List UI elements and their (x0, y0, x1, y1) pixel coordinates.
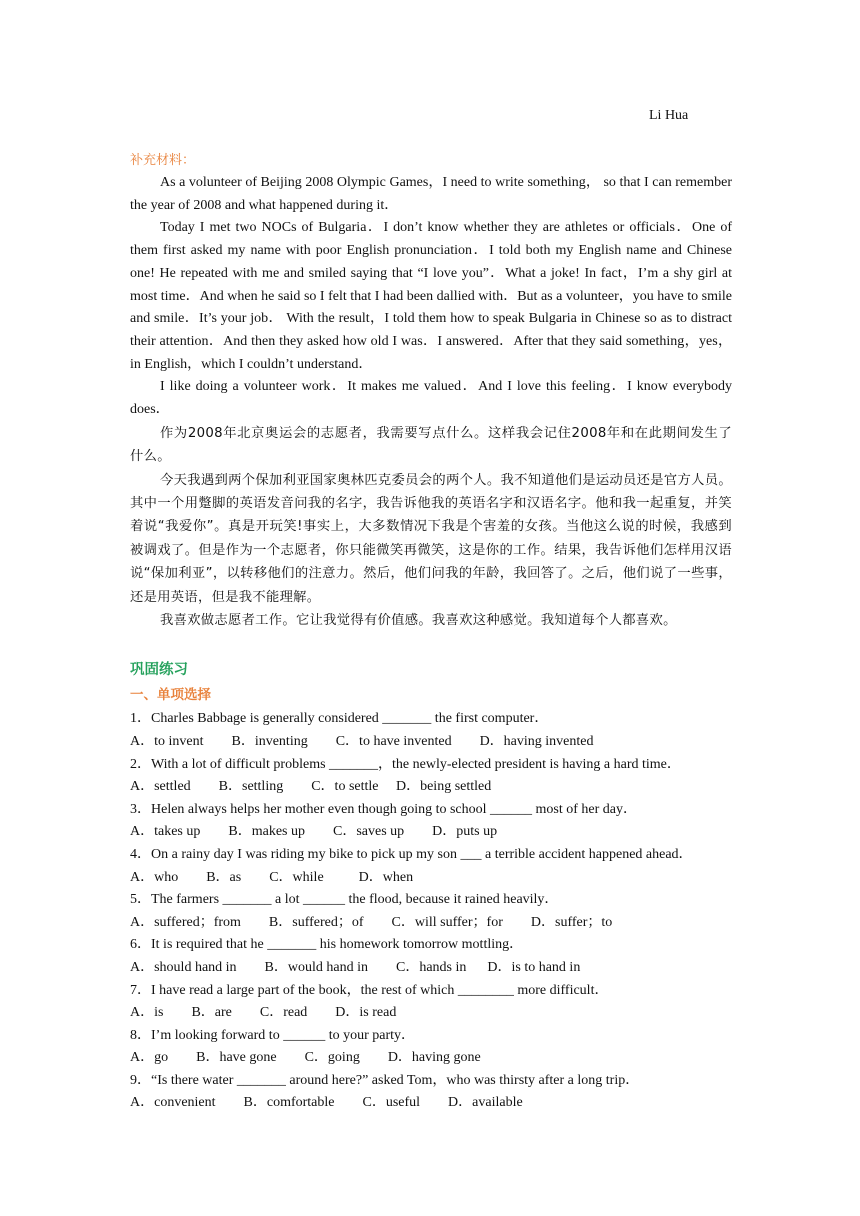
question-item (130, 1025, 732, 1070)
question-options: A．settled B．settling C．to settle D．being settled (130, 779, 492, 795)
chinese-paragraph: 今天我遇到两个保加利亚国家奥林匹克委员会的两个人。我不知道他们是运动员还是官方人员。其中一个用蹩脚的英语发音问我的名字，我告诉他我的英语名字和汉语名字。他和我一起重复，并笑着说“我爱你”。真是开玩笑!事实上，大多数情况下我是个害羞的女孩。当他这么说的时候，我感到被调戏了。但是作为一个志愿者，你只能微笑再微笑，这是你的工作。结果，我告诉他们怎样用汉语说“保加利亚”，以转移他们的注意力。然后，他们问我的年龄，我回答了。之后，他们说了一些事，还是用英语，但是我不能理解。 (130, 472, 732, 605)
english-paragraph: Today I met two NOCs of Bulgaria．I don’t know whether they are athletes or officials．One of them first asked my name with poor English pronunciation．I told both my English name and Chinese one! He repeated with me and smiled saying that “I love you”．What a joke! In fact，I’m a shy girl at most time．And when he said so I felt that I had been dallied with．But as a volunteer，you have to smile and smile．It’s your job． With the result，I told them how to speak Bulgaria in Chinese so as to distract their attention．And then they asked how old I was．I answered．After that they said something，yes，in English，which I couldn’t understand． (130, 220, 732, 372)
question-item (130, 844, 732, 889)
chinese-paragraph: 我喜欢做志愿者工作。它让我觉得有价值感。我喜欢这种感觉。我知道每个人都喜欢。 (160, 612, 677, 628)
question-options: A．go B．have gone C．going D．having gone (130, 1050, 481, 1066)
question-item (130, 1070, 732, 1115)
question-options: A．who B．as C．while D．when (130, 869, 414, 885)
question-item (130, 799, 732, 844)
question-item (130, 708, 732, 753)
english-paragraph: As a volunteer of Beijing 2008 Olympic Games，I need to write something， so that I can remember the year of 2008 and what happened during it． (130, 175, 732, 213)
practice-title: 巩固练习 (130, 662, 188, 679)
question-text: 6．It is required that he _______ his homework tomorrow mottling． (130, 937, 524, 953)
question-item (130, 980, 732, 1025)
question-options: A．to invent B．inventing C．to have invented D．having invented (130, 733, 594, 749)
main-content (130, 150, 732, 1115)
question-options: A．takes up B．makes up C．saves up D．puts up (130, 824, 498, 840)
english-paragraph: I like doing a volunteer work．It makes me valued．And I love this feeling．I know everybody does． (130, 379, 732, 418)
question-item (130, 754, 732, 799)
question-text: 8．I’m looking forward to ______ to your party． (130, 1027, 416, 1043)
question-text: 5．The farmers _______ a lot ______ the flood, because it rained heavily． (130, 892, 559, 908)
supplement-label: 补充材料： (130, 153, 196, 168)
question-options: A．is B．are C．read D．is read (130, 1005, 397, 1021)
question-item (130, 934, 732, 979)
question-item (130, 889, 732, 934)
question-text: 9．“Is there water _______ around here?” asked Tom，who was thirsty after a long trip． (130, 1072, 640, 1088)
question-options: A．suffered；from B．suffered；of C．will suffer；for D．suffer；to (130, 914, 613, 930)
question-text: 1．Charles Babbage is generally considered _______ the first computer． (130, 711, 549, 727)
question-text: 3．Helen always helps her mother even though going to school ______ most of her day． (130, 801, 638, 817)
signature: Li Hua (649, 108, 689, 123)
question-options: A．should hand in B．would hand in C．hands in D．is to hand in (130, 959, 581, 975)
question-text: 2．With a lot of difficult problems _______，the newly-elected president is having a hard time． (130, 756, 681, 772)
practice-subtitle: 一、单项选择 (130, 687, 211, 704)
question-text: 4．On a rainy day I was riding my bike to pick up my son ___ a terrible accident happened ahead． (130, 846, 693, 862)
question-options: A．convenient B．comfortable C．useful D．available (130, 1095, 523, 1111)
chinese-paragraph: 作为2008年北京奥运会的志愿者，我需要写点什么。这样我会记住2008年和在此期间发生了什么。 (130, 425, 732, 465)
question-text: 7．I have read a large part of the book，the rest of which ________ more difficult． (130, 982, 609, 998)
